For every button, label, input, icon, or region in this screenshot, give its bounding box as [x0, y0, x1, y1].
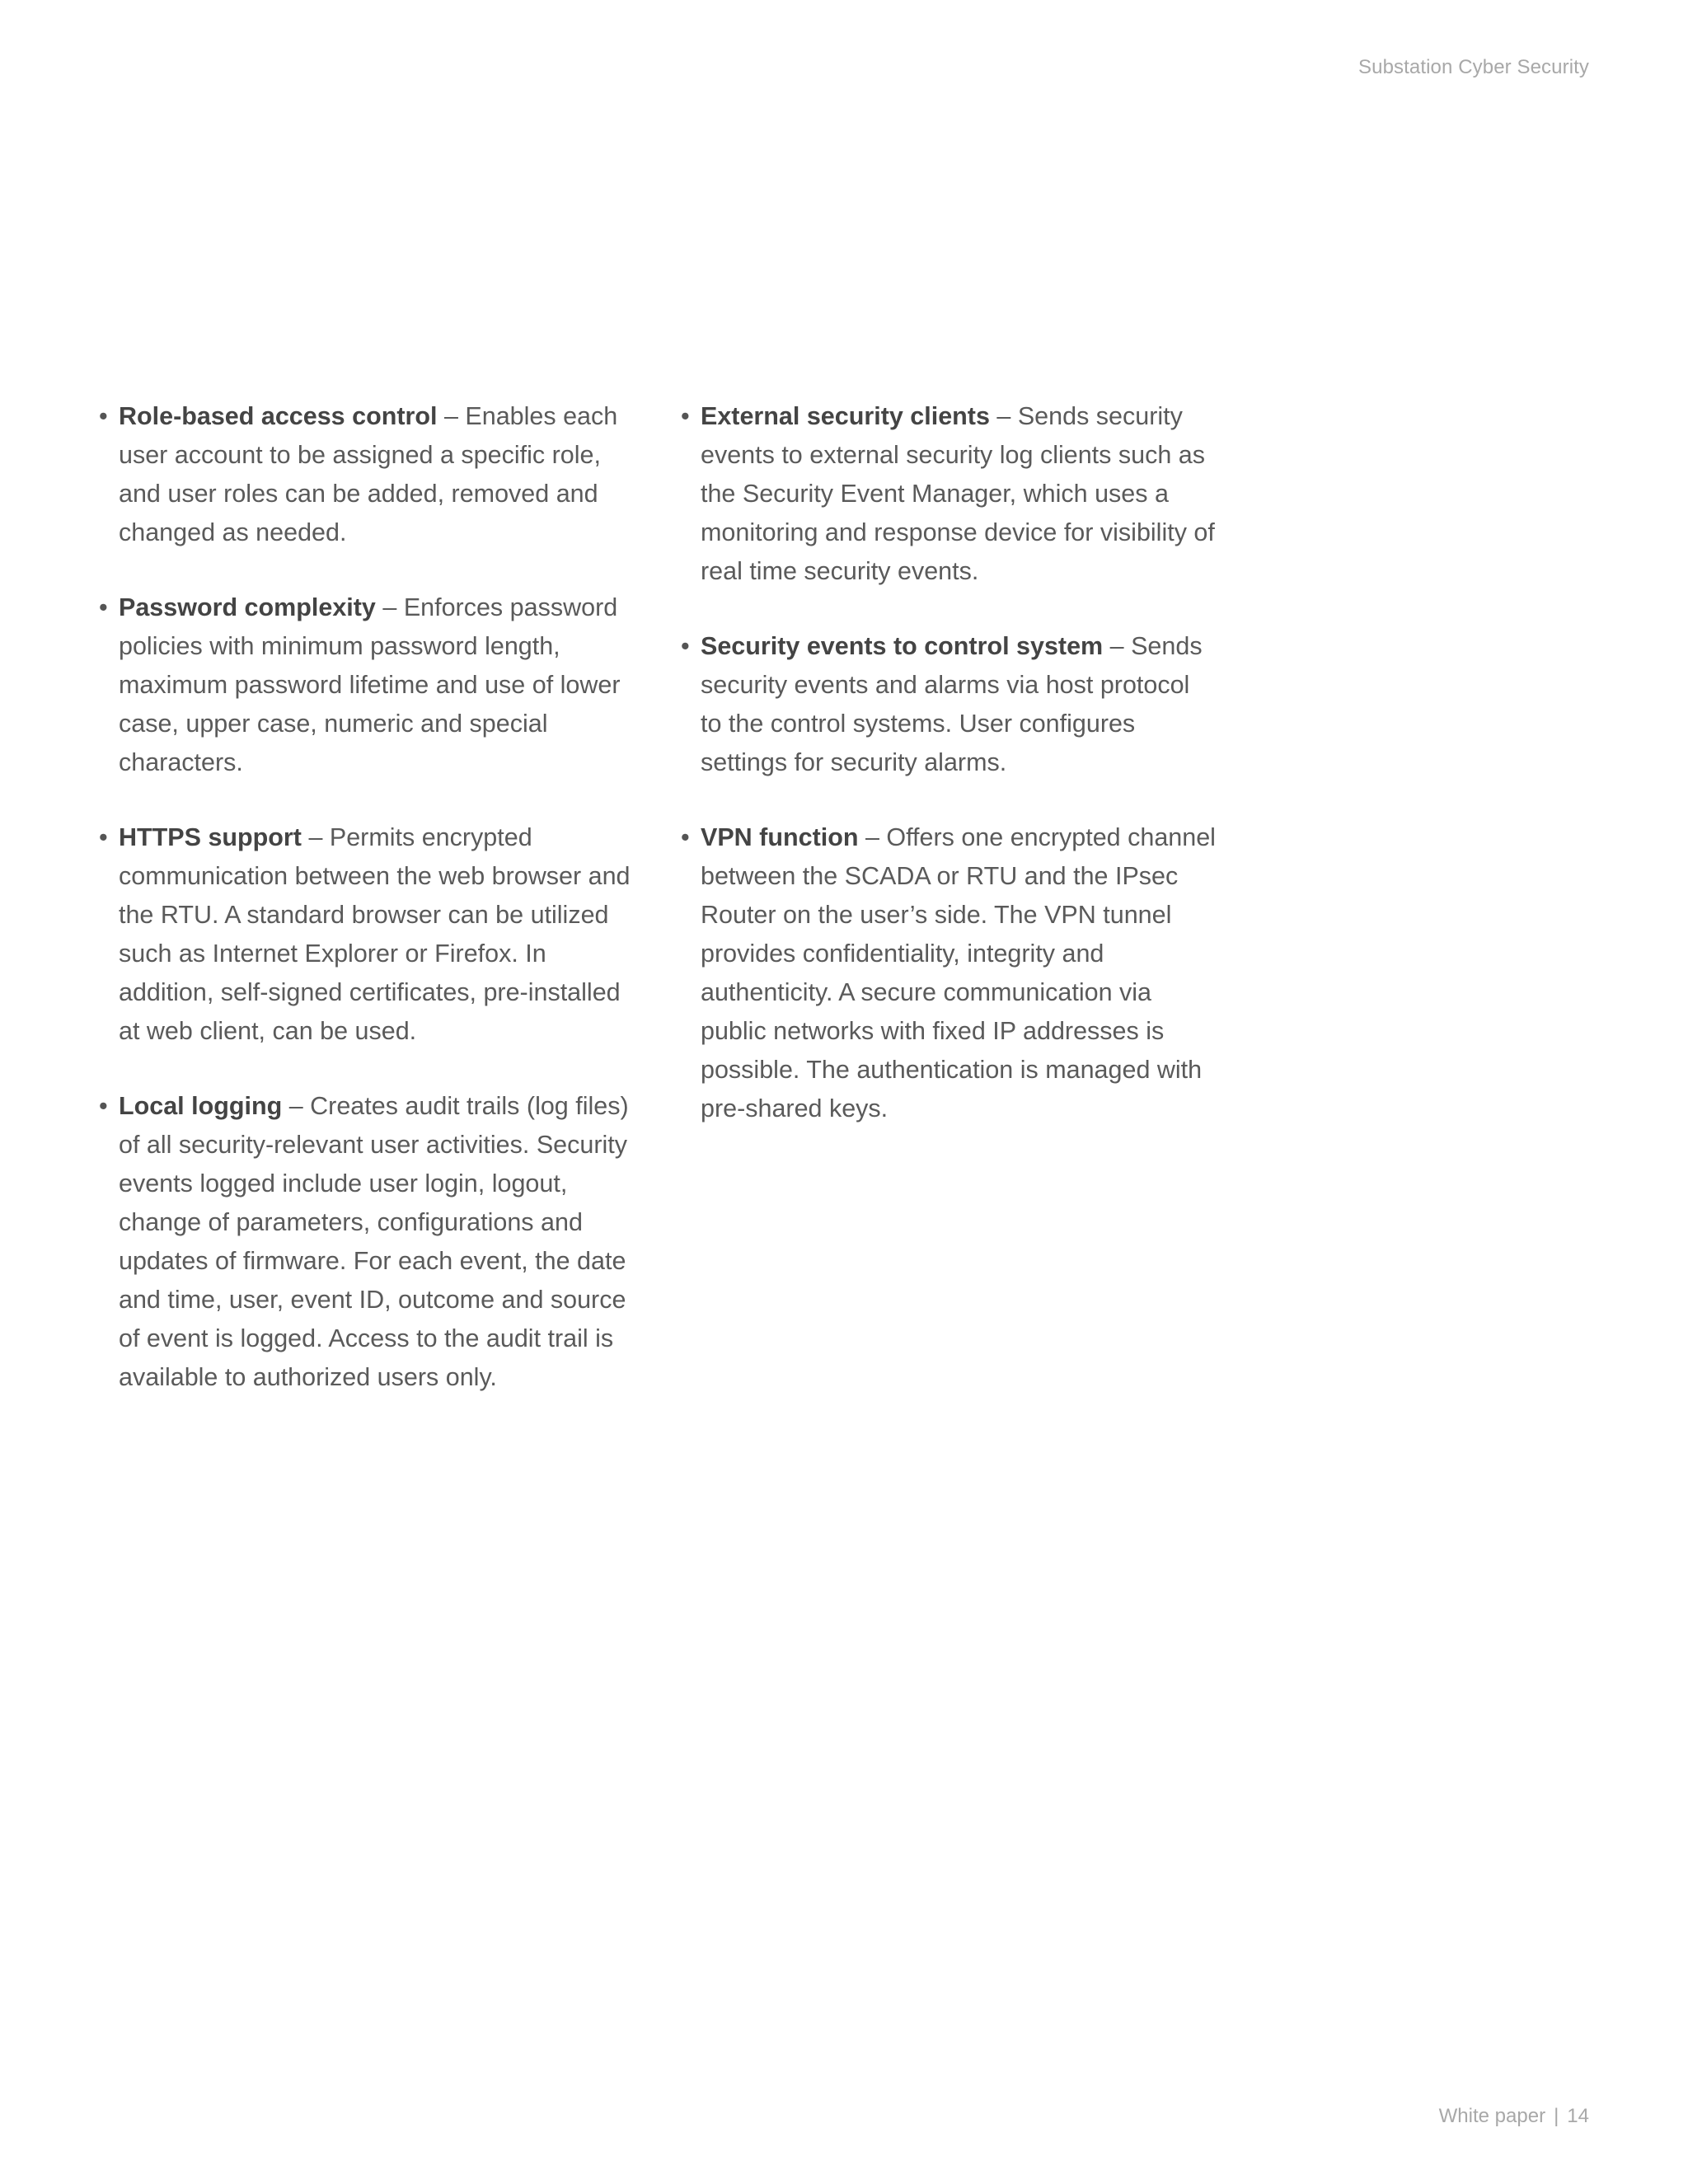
right-column	[681, 397, 1217, 1433]
bullet-icon: •	[681, 823, 690, 851]
item-term: External security clients	[701, 402, 990, 430]
page-footer	[1439, 2105, 1589, 2128]
footer-doc-type: White paper	[1438, 2105, 1546, 2127]
item-description: – Enforces password policies with minimum password length, maximum password lifetime and use of lower case, upper case, numeric and special characters.	[119, 593, 621, 776]
content-columns	[99, 397, 1253, 1433]
bullet-icon: •	[681, 632, 690, 660]
list-item-external-security-clients	[681, 397, 1217, 591]
footer-separator: |	[1554, 2105, 1559, 2127]
list-item-https-support	[99, 818, 635, 1051]
item-term: Password complexity	[119, 593, 376, 621]
list-item-role-based-access	[99, 397, 635, 552]
item-term: VPN function	[701, 823, 859, 851]
left-column	[99, 397, 635, 1433]
bullet-icon: •	[99, 823, 108, 851]
list-item-security-events-control	[681, 627, 1217, 782]
item-term: Role-based access control	[119, 402, 438, 430]
item-description: – Enables each user account to be assigned a specific role, and user roles can be added, removed and changed as needed.	[119, 402, 618, 546]
bullet-icon: •	[99, 1092, 108, 1120]
list-item-password-complexity	[99, 588, 635, 782]
running-header-title: Substation Cyber Security	[1358, 56, 1589, 78]
bullet-icon: •	[681, 402, 690, 430]
item-description: – Sends security events to external security log clients such as the Security Event Manager, which uses a monitoring and response device for visibility of real time security events.	[701, 402, 1215, 585]
bullet-icon: •	[99, 402, 108, 430]
list-item-vpn-function	[681, 818, 1217, 1128]
item-description: – Permits encrypted communication between the web browser and the RTU. A standard browser can be utilized such as Internet Explorer or Firefox. In addition, self-signed certificates, pre-installed at web client, can be used.	[119, 823, 631, 1045]
item-term: Local logging	[119, 1092, 283, 1120]
item-description: – Offers one encrypted channel between the SCADA or RTU and the IPsec Router on the user’s side. The VPN tunnel provides confidentiality, integrity and authenticity. A secure communication via public networks with fixed IP addresses is possible. The authentication is managed with pre-shared keys.	[701, 823, 1216, 1122]
item-term: HTTPS support	[119, 823, 302, 851]
item-description: – Creates audit trails (log files) of all security-relevant user activities. Security events logged include user login, logout, change of parameters, configurations and updates of firmware. For each event, the date and time, user, event ID, outcome and source of event is logged. Access to the audit trail is available to authorized users only.	[119, 1092, 629, 1391]
list-item-local-logging	[99, 1087, 635, 1397]
item-term: Security events to control system	[701, 632, 1104, 660]
item-description: – Sends security events and alarms via host protocol to the control systems. User configures settings for security alarms.	[701, 632, 1203, 776]
bullet-icon: •	[99, 593, 108, 621]
page-number: 14	[1567, 2105, 1589, 2127]
